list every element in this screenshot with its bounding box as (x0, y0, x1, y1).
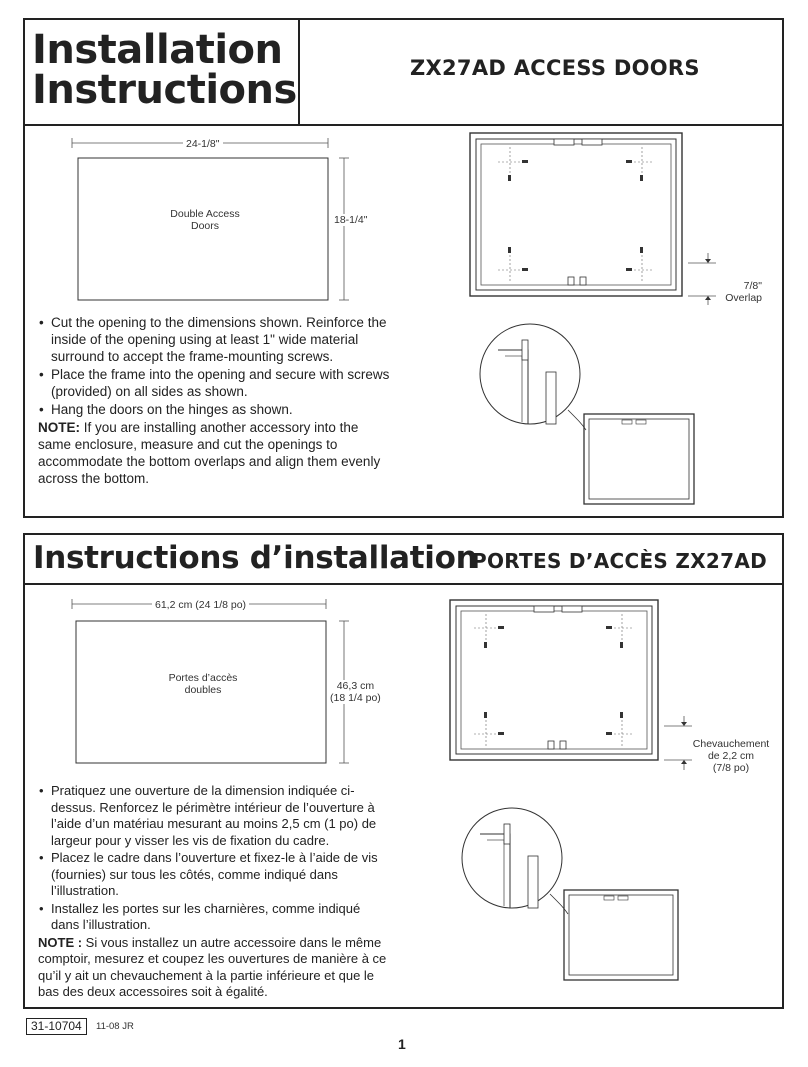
bullet-item: • Place the frame into the opening and secure with screws (provided) on all sides as shown. (38, 366, 390, 400)
french-overlap-dimension (690, 738, 772, 774)
title-line-1: Installation (32, 27, 283, 73)
overlap-value: 7/8" (743, 280, 762, 292)
title-line-2: Instructions (32, 67, 297, 113)
french-box-label (138, 672, 268, 696)
height-dimension: 18-1/4" (334, 214, 368, 226)
box-label-line-1: Double Access (170, 208, 240, 220)
bullet-item: • Pratiquez une ouverture de la dimension indiquée ci-dessus. Renforcez le périmètre intérieur de l’ouverture à l’aide d’un matériau mesurant au moins 2,5 cm (1 po) de largeur pour y visser les vis de fixation du cadre. (38, 783, 388, 849)
french-height-line-2: (18 1/4 po) (330, 692, 381, 704)
english-instructions (38, 314, 390, 487)
french-note (38, 935, 388, 1001)
french-width-dimension: 61,2 cm (24 1/8 po) (152, 599, 249, 611)
note-text: Si vous installez un autre accessoire dans le même comptoir, mesurez et coupez les ouvertures de manière à ce qu’il y ait un chevauchement à la partie inférieure et que le bas des deux accessoires soit à égalité. (38, 934, 387, 999)
note-label: NOTE: (38, 420, 80, 435)
header-divider (298, 18, 300, 126)
overlap-dimension (716, 280, 762, 304)
english-bullet-list (38, 314, 390, 418)
page-number: 1 (398, 1036, 406, 1052)
bullet-item: • Cut the opening to the dimensions shown. Reinforce the inside of the opening using at least 1" wide material surround to accept the frame-mounting screws. (38, 314, 390, 365)
note-text: If you are installing another accessory into the same enclosure, measure and cut the openings to accommodate the bottom overlaps and align them evenly across the bottom. (38, 420, 381, 486)
note-label: NOTE : (38, 934, 83, 950)
document-date: 11-08 JR (96, 1021, 134, 1032)
box-label-line-2: Doors (190, 220, 219, 232)
bullet-item: • Hang the doors on the hinges as shown. (38, 401, 390, 418)
overlap-label: Overlap (725, 292, 762, 304)
french-header-divider (23, 583, 784, 585)
width-dimension: 24-1/8" (183, 138, 223, 150)
frame-diagram (470, 133, 690, 303)
product-subtitle: ZX27AD ACCESS DOORS (410, 56, 700, 80)
document-number: 31-10704 (26, 1018, 87, 1035)
french-frame-diagram (450, 600, 670, 770)
bullet-item: • Placez le cadre dans l’ouverture et fixez-le à l’aide de vis (fournies) sur tous les côtés, comme indiqué dans l’illustration. (38, 850, 388, 900)
hinge-detail-diagram (478, 322, 703, 512)
page-title (32, 27, 297, 113)
french-subtitle: PORTES D’ACCÈS ZX27AD (472, 549, 768, 573)
bullet-item: • Installez les portes sur les charnières, comme indiqué dans l’illustration. (38, 901, 388, 934)
english-note (38, 419, 390, 487)
french-height-line-1: 46,3 cm (336, 680, 375, 692)
french-box-label-line-2: doubles (184, 684, 222, 696)
french-instructions (38, 783, 388, 1001)
french-title: Instructions d’installation (33, 540, 478, 576)
french-bullet-list (38, 783, 388, 934)
french-overlap-line-1: Chevauchement (692, 738, 770, 750)
french-box-label-line-1: Portes d’accès (168, 672, 238, 684)
french-overlap-line-2: de 2,2 cm (707, 750, 755, 762)
french-overlap-line-3: (7/8 po) (712, 762, 750, 774)
french-height-dimension (330, 680, 381, 704)
french-hinge-detail-diagram (460, 806, 685, 996)
box-label (140, 208, 270, 232)
